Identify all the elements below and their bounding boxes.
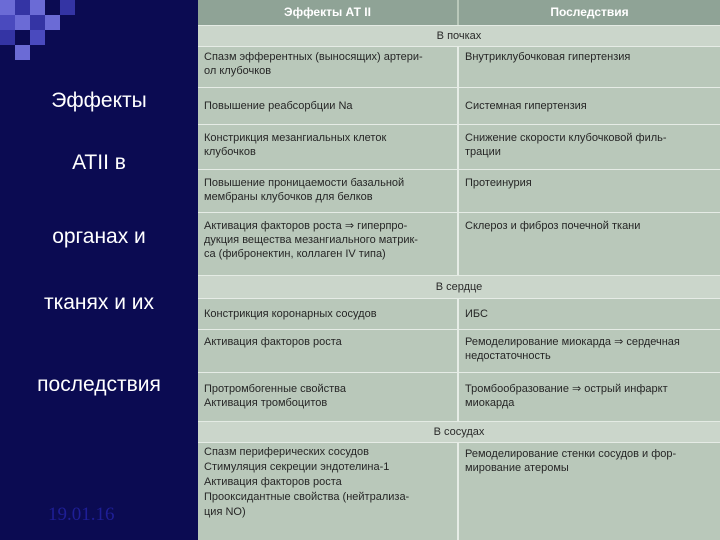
table-cell-consequence: Ремоделирование миокарда ⇒ сердечная недостаточность bbox=[459, 329, 720, 371]
table-cell-consequence: Тромбообразование ⇒ острый инфаркт миокарда bbox=[459, 372, 720, 420]
table-cell-consequence: Склероз и фиброз почечной ткани bbox=[459, 212, 720, 274]
decor-square bbox=[30, 15, 45, 30]
table-cell-effect: Констрикция мезангиальных клеток клубочков bbox=[198, 124, 457, 168]
section-title-vessels: В сосудах bbox=[198, 421, 720, 442]
table-cell-effect: Активация факторов роста ⇒ гиперпро- дукция вещества мезангиального матрик- са (фибронектин, коллаген IV типа) bbox=[198, 212, 457, 274]
decor-square bbox=[15, 15, 30, 30]
title-line: Эффекты bbox=[51, 89, 147, 112]
section-title-heart: В сердце bbox=[198, 275, 720, 298]
table-cell-effect: Активация факторов роста bbox=[198, 329, 457, 371]
decor-square bbox=[15, 0, 30, 15]
decor-square bbox=[0, 0, 15, 15]
table-cell-consequence: ИБС bbox=[459, 298, 720, 328]
title-line: органах и bbox=[52, 225, 146, 248]
column-header-consequences: Последствия bbox=[459, 0, 720, 25]
decor-square bbox=[0, 30, 15, 45]
table-cell-effect: Протромбогенные свойства Активация тромбоцитов bbox=[198, 372, 457, 420]
table-cell-consequence: Снижение скорости клубочковой филь- трации bbox=[459, 124, 720, 168]
table-cell-consequence: Ремоделирование стенки сосудов и фор- мирование атеромы bbox=[459, 442, 720, 540]
left-panel bbox=[0, 0, 198, 540]
table-cell-effect: Повышение проницаемости базальной мембраны клубочков для белков bbox=[198, 169, 457, 211]
decor-square bbox=[60, 0, 75, 15]
table-cell-consequence: Системная гипертензия bbox=[459, 87, 720, 123]
title-line: последствия bbox=[37, 373, 161, 396]
table-cell-effect: Констрикция коронарных сосудов bbox=[198, 298, 457, 328]
decor-square bbox=[0, 15, 15, 30]
title-line: АТII в bbox=[72, 151, 126, 174]
decor-square bbox=[30, 0, 45, 15]
decor-square bbox=[15, 45, 30, 60]
slide-date: 19.01.16 bbox=[48, 504, 115, 525]
table-cell-effect: Спазм периферических сосудов Стимуляция секреции эндотелина-1 Активация факторов роста Прооксидантные свойства (нейтрализа- ция NO) bbox=[198, 442, 457, 540]
table-cell-effect: Повышение реабсорбции Na bbox=[198, 87, 457, 123]
column-header-effects: Эффекты АТ II bbox=[198, 0, 457, 25]
decor-square bbox=[45, 15, 60, 30]
title-line: тканях и их bbox=[43, 291, 155, 314]
decor-square bbox=[30, 30, 45, 45]
effects-table bbox=[198, 0, 720, 540]
table-cell-effect: Спазм эфферентных (выносящих) артери- ол клубочков bbox=[198, 46, 457, 86]
section-title-kidneys: В почках bbox=[198, 25, 720, 46]
table-cell-consequence: Внутриклубочковая гипертензия bbox=[459, 46, 720, 86]
table-cell-consequence: Протеинурия bbox=[459, 169, 720, 211]
